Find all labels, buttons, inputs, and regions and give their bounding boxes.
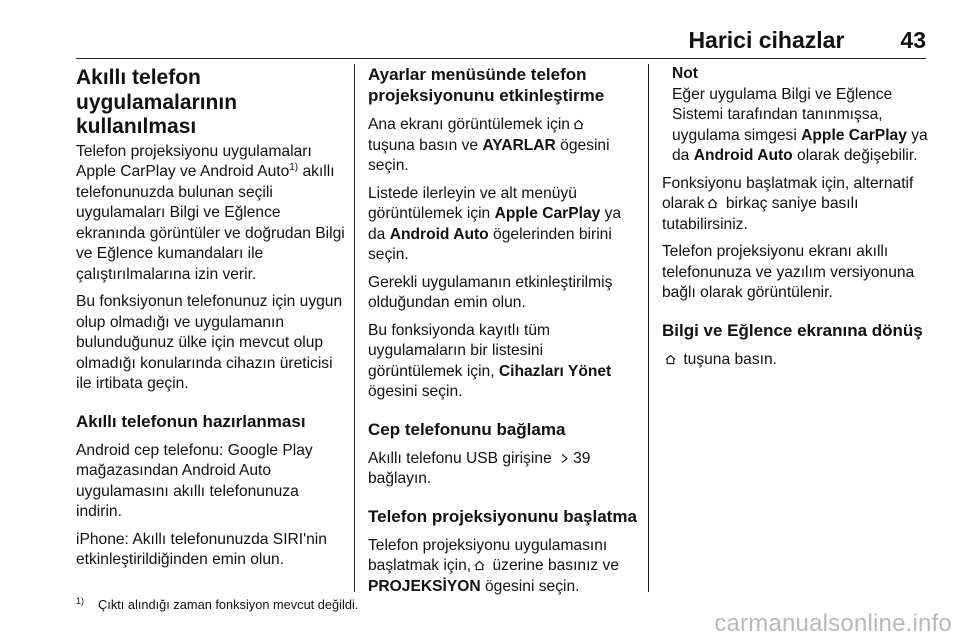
column-3	[662, 64, 928, 377]
page-reference[interactable]: 39	[573, 449, 591, 467]
intro-paragraph: Telefon projeksiyonu uygulamaları Apple CarPlay ve Android Auto$^{1)}$ akıllı telefonunuzda bulunan seçili uygulamaları Bilgi ve Eğlence ekranında görüntüler ve doğrudan Bilgi ve Eğlence kumandaları ile çalıştırılmalarına izin verir.	[76, 142, 345, 283]
column-2	[368, 64, 638, 604]
start-heading: Telefon projeksiyonunu başlatma	[368, 506, 637, 526]
column-1	[76, 64, 348, 578]
note-title: Not	[672, 65, 698, 82]
iphone-paragraph: iPhone: Akıllı telefonunuzda SIRI'nin etkinleştirildiğinden emin olun.	[76, 530, 327, 568]
compatibility-paragraph: Bu fonksiyonun telefonunuz için uygun olup olmadığı ve uygulamanın bulunduğunuz ülke için mevcut olup olmadığı konularında cihazın üreticisi ile irtibata geçin.	[76, 293, 343, 392]
section-title: Harici cihazlar	[688, 26, 845, 53]
footnote-ref[interactable]: 1)	[289, 161, 299, 173]
column-divider-1	[354, 64, 355, 592]
connect-paragraph: Akıllı telefonu USB girişine 39 bağlayın.	[368, 449, 591, 487]
footnote	[76, 596, 358, 614]
column-divider-2	[648, 64, 649, 592]
footnote-text: Çıktı alındığı zaman fonksiyon mevcut değildi.	[98, 597, 359, 612]
connect-heading: Cep telefonunu bağlama	[368, 419, 566, 439]
settings-step-4: Bu fonksiyonda kayıtlı tüm uygulamaların bir listesini görüntülemek için, Cihazları Yönet ögesini seçin.	[368, 321, 612, 400]
return-paragraph: tuşuna basın.	[662, 350, 928, 371]
settings-step-1: Ana ekranı görüntülemek için tuşuna basın ve AYARLAR ögesini seçin.	[368, 116, 610, 174]
return-heading: Bilgi ve Eğlence ekranına dönüş	[662, 320, 923, 340]
home-icon	[706, 197, 719, 210]
home-icon	[473, 559, 486, 572]
alternative-paragraph: Fonksiyonu başlatmak için, alternatif olarak birkaç saniye basılı tutabilirsiniz.	[662, 174, 914, 233]
watermark: carmanualsonline.info	[714, 610, 952, 637]
home-icon	[572, 118, 585, 131]
start-paragraph: Telefon projeksiyonu uygulamasını başlatmak için, üzerine basınız ve PROJEKSİYON ögesini seçin.	[368, 536, 620, 595]
home-icon	[664, 353, 677, 366]
footnote-mark: 1)	[76, 595, 85, 606]
settings-heading: Ayarlar menüsünde telefon projeksiyonunu etkinleştirme	[368, 65, 605, 105]
settings-step-2: Listede ilerleyin ve alt menüyü görüntülemek için Apple CarPlay ya da Android Auto ögelerinden birini seçin.	[368, 184, 622, 263]
note-text: Eğer uygulama Bilgi ve Eğlence Sistemi tarafından tanınmışsa, uygulama simgesi Apple CarPlay ya da Android Auto olarak değişebilir.	[672, 85, 928, 164]
page-reference-arrow-icon	[558, 452, 571, 465]
page-number: 43	[900, 26, 926, 53]
settings-step-3: Gerekli uygulamanın etkinleştirilmiş olduğundan emin olun.	[368, 273, 613, 311]
header-rule	[76, 58, 926, 59]
display-paragraph: Telefon projeksiyonu ekranı akıllı telefonunuza ve yazılım versiyonuna bağlı olarak görüntülenir.	[662, 243, 915, 301]
main-heading: Akıllı telefon uygulamalarının kullanılması	[76, 66, 238, 138]
prep-heading: Akıllı telefonun hazırlanması	[76, 411, 306, 431]
android-paragraph: Android cep telefonu: Google Play mağazasından Android Auto uygulamasını akıllı telefonunuza indirin.	[76, 441, 313, 520]
note-box	[662, 64, 928, 167]
page-header	[76, 26, 926, 54]
